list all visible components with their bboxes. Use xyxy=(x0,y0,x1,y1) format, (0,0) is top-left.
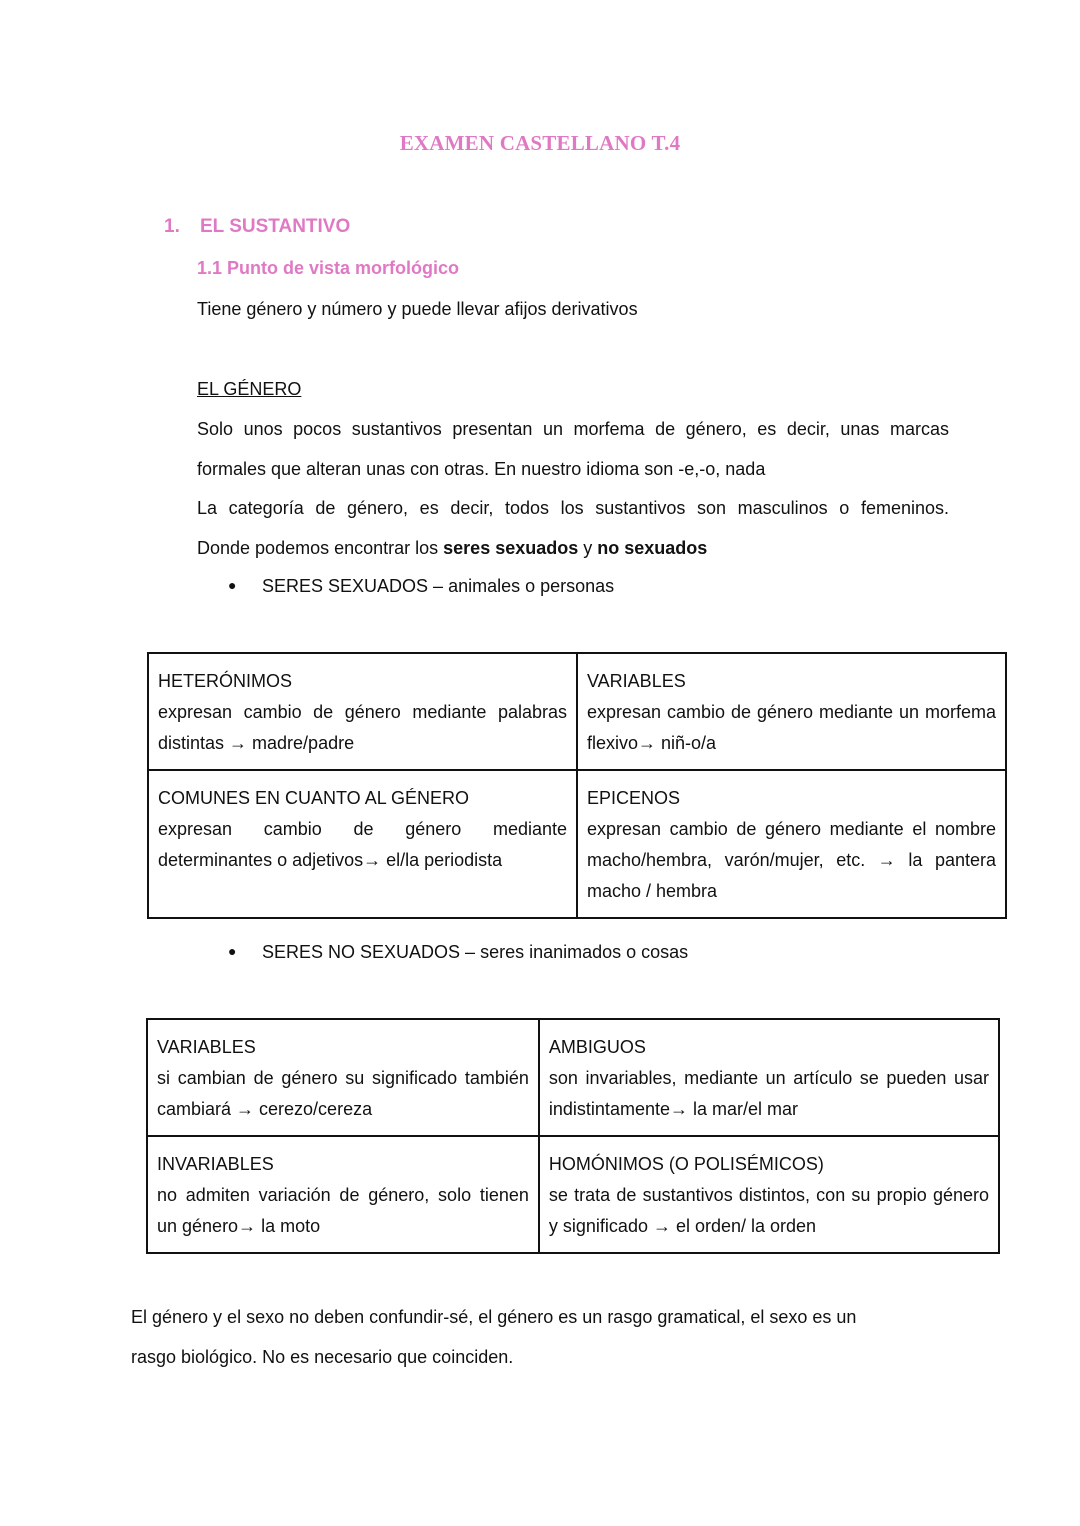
conclusion-line-2: rasgo biológico. No es necesario que coinciden. xyxy=(131,1347,514,1367)
genero-line-2: formales que alteran unas con otras. En nuestro idioma son -e,-o, nada xyxy=(197,459,766,479)
table-cell xyxy=(148,770,577,918)
table-cell xyxy=(577,770,1006,918)
bullet-seres-no-sexuados xyxy=(228,942,688,963)
cell-body: expresan cambio de género mediante el nombre macho/hembra, varón/mujer, etc. → la pantera macho / hembra xyxy=(587,819,996,901)
cell-heading: COMUNES EN CUANTO AL GÉNERO xyxy=(158,788,470,808)
table-cell xyxy=(577,653,1006,770)
genero-line-4-conj: y xyxy=(578,538,598,558)
intro-paragraph: Tiene género y número y puede llevar afijos derivativos xyxy=(197,299,638,319)
section-number: 1. xyxy=(164,216,180,237)
genero-line-4-text: Donde podemos encontrar los xyxy=(197,538,444,558)
table-row xyxy=(148,653,1006,770)
table-cell xyxy=(147,1136,539,1253)
bullet-text: SERES SEXUADOS – animales o personas xyxy=(262,576,615,596)
cell-heading: HOMÓNIMOS (O POLISÉMICOS) xyxy=(548,1154,824,1174)
cell-body: si cambian de género su significado también cambiará → cerezo/cereza xyxy=(157,1068,529,1119)
cell-heading: VARIABLES xyxy=(157,1037,256,1057)
cell-body: no admiten variación de género, solo tienen un género→ la moto xyxy=(157,1185,529,1236)
genero-heading: EL GÉNERO xyxy=(197,379,302,399)
table-row xyxy=(148,770,1006,918)
cell-heading: AMBIGUOS xyxy=(548,1037,646,1057)
cell-body: son invariables, mediante un artículo se pueden usar indistintamente→ la mar/el mar xyxy=(548,1068,989,1119)
genero-line-1: Solo unos pocos sustantivos presentan un morfema de género, es decir, unas marcas xyxy=(197,419,949,439)
table-row xyxy=(147,1136,999,1253)
cell-heading: VARIABLES xyxy=(587,671,686,691)
conclusion-line-1: El género y el sexo no deben confundir-sé, el género es un rasgo gramatical, el sexo es un xyxy=(131,1307,857,1327)
cell-heading: EPICENOS xyxy=(587,788,681,808)
cell-body: expresan cambio de género mediante palabras distintas → madre/padre xyxy=(158,702,567,753)
genero-line-4 xyxy=(197,536,949,560)
seres-sexuados-bold: seres sexuados xyxy=(443,538,579,558)
cell-heading: INVARIABLES xyxy=(157,1154,274,1174)
document-title: EXAMEN CASTELLANO T.4 xyxy=(399,131,681,155)
bullet-dot: ● xyxy=(228,943,237,959)
no-sexuados-bold: no sexuados xyxy=(597,538,708,558)
table-cell xyxy=(539,1019,999,1136)
table-cell xyxy=(148,653,577,770)
section-heading xyxy=(164,216,350,238)
table-seres-no-sexuados xyxy=(146,1018,1000,1254)
table-row xyxy=(147,1019,999,1136)
cell-body: se trata de sustantivos distintos, con su propio género y significado → el orden/ la orden xyxy=(548,1185,989,1236)
subsection-heading: 1.1 Punto de vista morfológico xyxy=(197,258,460,278)
bullet-dot: ● xyxy=(228,577,237,593)
table-seres-sexuados xyxy=(147,652,1007,919)
bullet-text: SERES NO SEXUADOS – seres inanimados o cosas xyxy=(262,942,689,962)
cell-body: expresan cambio de género mediante un morfema flexivo→ niñ-o/a xyxy=(587,702,996,753)
section-title: EL SUSTANTIVO xyxy=(200,216,351,237)
table-cell xyxy=(539,1136,999,1253)
cell-body: expresan cambio de género mediante determinantes o adjetivos→ el/la periodista xyxy=(158,819,567,870)
cell-heading: HETERÓNIMOS xyxy=(158,671,293,691)
table-cell xyxy=(147,1019,539,1136)
genero-line-3: La categoría de género, es decir, todos los sustantivos son masculinos o femeninos. xyxy=(197,498,949,518)
bullet-seres-sexuados xyxy=(228,576,614,597)
